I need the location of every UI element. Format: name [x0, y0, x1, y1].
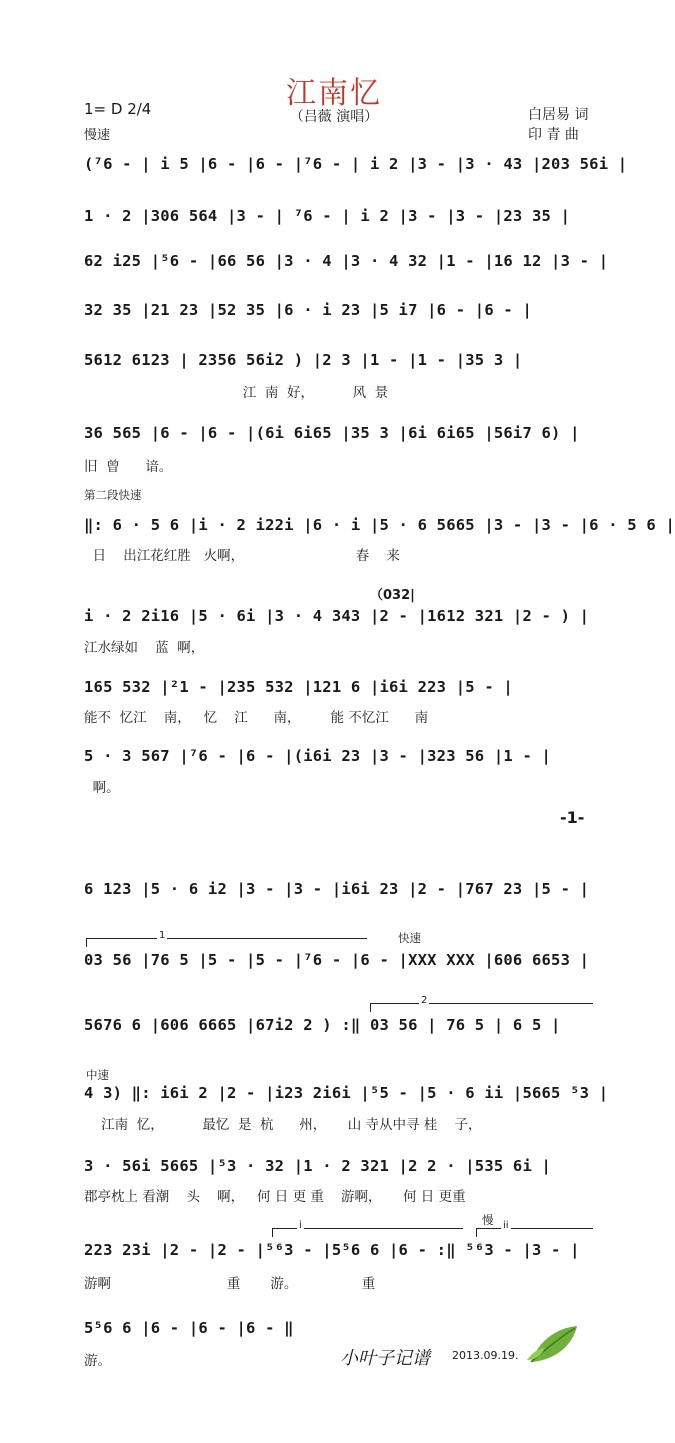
- medium-tempo-mark: 中速: [86, 1068, 109, 1082]
- ending-label: i: [299, 1220, 302, 1231]
- lyric-line: 游。: [84, 1353, 111, 1369]
- lyric-line: 江南 忆， 最忆 是 杭 州， 山 寺从中寻 桂 子，: [84, 1117, 482, 1133]
- page-number: -1-: [560, 808, 585, 827]
- song-title: 江南忆: [286, 76, 382, 111]
- section-two-tempo-mark: 第二段快速: [84, 488, 142, 502]
- score-line: 5612 6123 | 2356 56i2 ) |2 3 |1 - |1 - |35 3 |: [84, 351, 523, 369]
- volta-bracket-1: [86, 930, 367, 947]
- score-line: 223 23i |2 - |2 - |⁵⁶3 - |5⁵6 6 |6 - :‖ ⁵⁶3 - |3 - |: [84, 1241, 580, 1259]
- lyric-line: 游啊 重 游。 重: [84, 1276, 376, 1292]
- leaf-icon: [525, 1322, 581, 1366]
- composer-credit: 印 青 曲: [528, 127, 579, 143]
- score-line: 5 · 3 567 |⁷6 - |6 - |(i6i 23 |3 - |323 56 |1 - |: [84, 747, 552, 765]
- lyric-line: 江 南 好， 风 景: [84, 385, 389, 401]
- score-line: 62 i25 |⁵6 - |66 56 |3 · 4 |3 · 4 32 |1 - |16 12 |3 - |: [84, 252, 609, 270]
- ending-bracket-ii: [476, 1220, 593, 1237]
- signature-date: 2013.09.19.: [452, 1349, 519, 1362]
- fast-tempo-mark: 快速: [398, 931, 421, 945]
- lyric-line: 郡亭枕上 看潮 头 啊， 何 日 更 重 游啊， 何 日 更重: [84, 1189, 466, 1205]
- performer-subtitle: （吕薇 演唱）: [289, 109, 379, 125]
- slow-tempo-mark: 慢: [482, 1213, 494, 1227]
- lyric-line: 日 出江花红胜 火啊， 春 来: [84, 548, 400, 564]
- lyricist-credit: 白居易 词: [528, 107, 589, 123]
- volta-label: 2: [421, 995, 428, 1006]
- insert-032: （032|: [370, 588, 415, 603]
- lyric-line: 旧 曾 谙。: [84, 459, 173, 475]
- ending-label: ii: [503, 1220, 509, 1231]
- volta-bracket-2: [370, 995, 593, 1012]
- score-line: 3 · 56i 5665 |⁵3 · 32 |1 · 2 321 |2 2 · |535 6i |: [84, 1157, 552, 1175]
- score-line: 1 · 2 |306 564 |3 - | ⁷6 - | i 2 |3 - |3 - |23 35 |: [84, 207, 571, 225]
- key-signature: 1= D 2/4: [84, 100, 152, 118]
- volta-label: 1: [159, 930, 166, 941]
- score-line: 5676 6 |606 6665 |67i2 2 ) :‖ 03 56 | 76 5 | 6 5 |: [84, 1016, 561, 1034]
- score-line: 03 56 |76 5 |5 - |5 - |⁷6 - |6 - |XXX XXX |606 6653 |: [84, 951, 590, 969]
- score-line: 32 35 |21 23 |52 35 |6 · i 23 |5 i7 |6 - |6 - |: [84, 301, 532, 319]
- tempo-marking: 慢速: [84, 128, 111, 143]
- ending-bracket-i: [272, 1220, 463, 1237]
- transcriber-signature: 小叶子记谱: [340, 1348, 430, 1369]
- lyric-line: 江水绿如 蓝 啊，: [84, 640, 205, 656]
- score-line: 36 565 |6 - |6 - |(6i 6i65 |35 3 |6i 6i65 |56i7 6) |: [84, 424, 580, 442]
- lyric-line: 能不 忆江 南， 忆 江 南， 能 不忆江 南: [84, 710, 429, 726]
- lyric-line: 啊。: [84, 780, 120, 796]
- score-line: 5⁵6 6 |6 - |6 - |6 - ‖: [84, 1319, 294, 1337]
- score-line: ‖: 6 · 5 6 |i · 2 i22i |6 · i |5 · 6 5665 |3 - |3 - |6 · 5 6 |: [84, 516, 675, 534]
- score-line: 6 123 |5 · 6 i2 |3 - |3 - |i6i 23 |2 - |767 23 |5 - |: [84, 880, 590, 898]
- score-line: 165 532 |²1 - |235 532 |121 6 |i6i 223 |5 - |: [84, 678, 513, 696]
- score-line: 4 3) ‖: i6i 2 |2 - |i23 2i6i |⁵5 - |5 · 6 ii |5665 ⁵3 |: [84, 1084, 609, 1102]
- score-line: i · 2 2i16 |5 · 6i |3 · 4 343 |2 - |1612 321 |2 - ) |: [84, 607, 590, 625]
- score-line: (⁷6 - | i 5 |6 - |6 - |⁷6 - | i 2 |3 - |3 · 43 |203 56i |: [84, 155, 628, 173]
